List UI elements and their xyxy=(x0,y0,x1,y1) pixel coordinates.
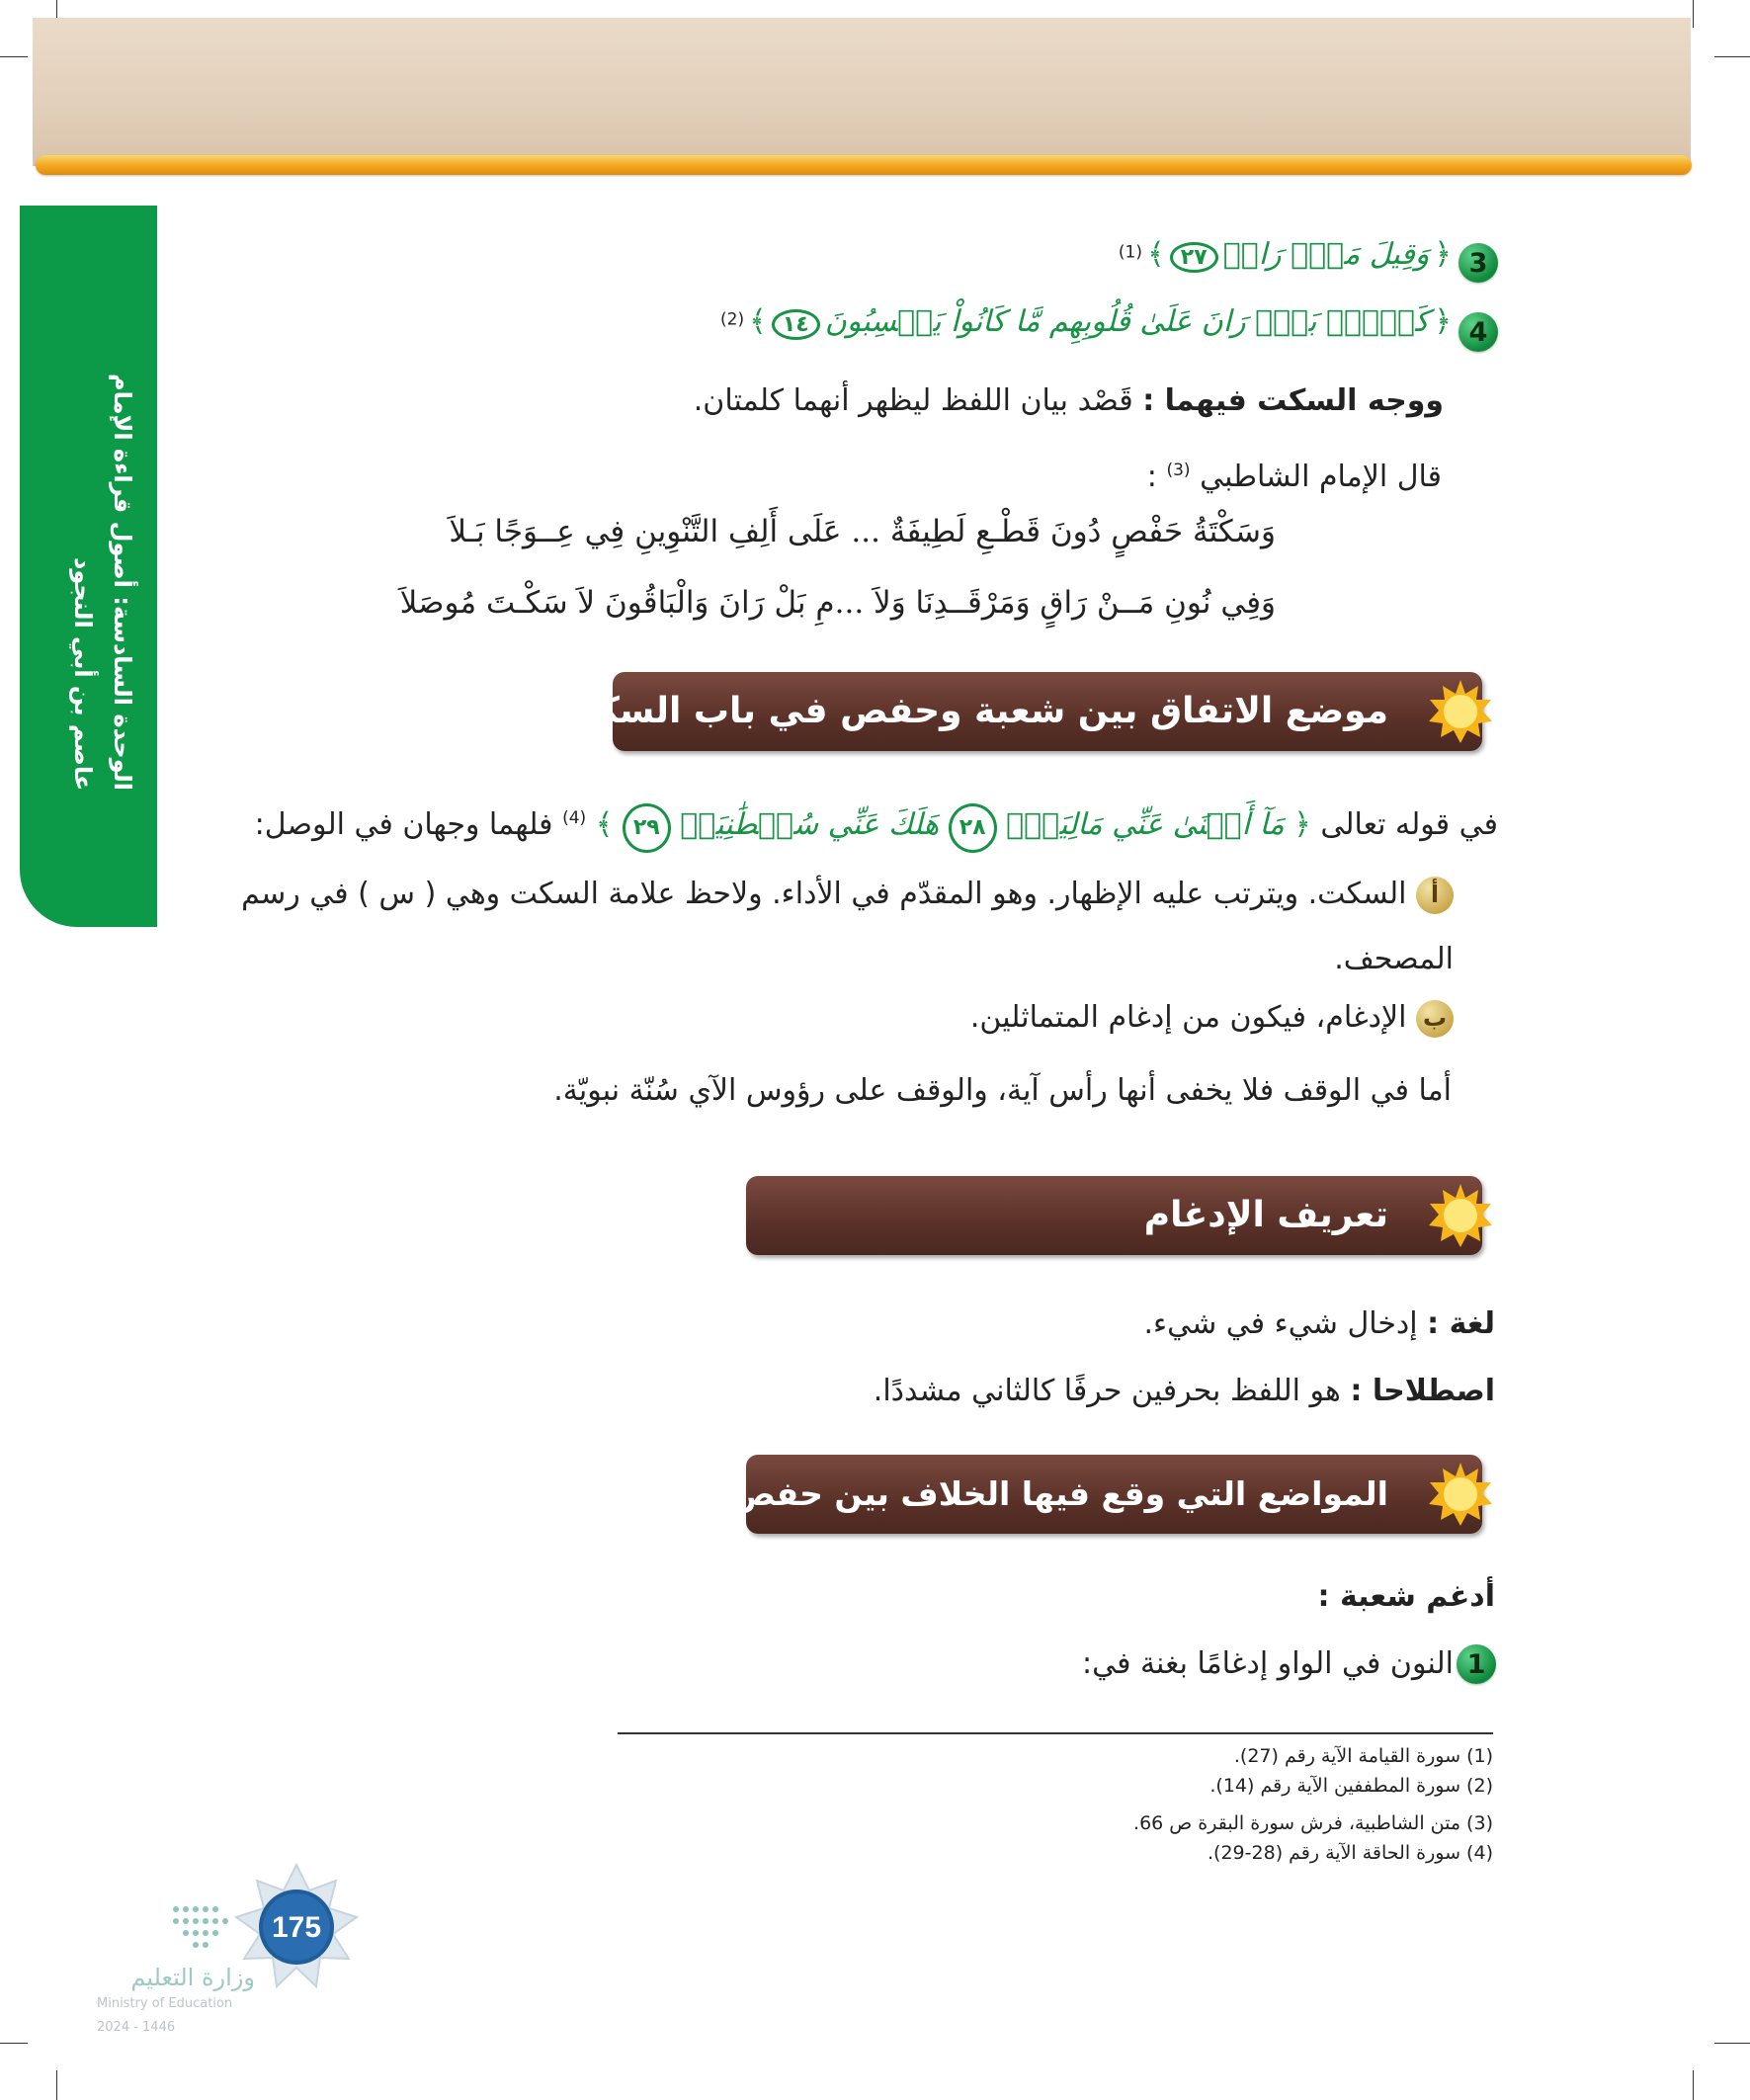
imam-line xyxy=(552,449,1442,499)
adgham-shuba-heading: أدغم شعبة : xyxy=(1317,1579,1495,1614)
crop-mark-br-v xyxy=(1693,2070,1694,2100)
imam-colon: : xyxy=(1146,460,1157,494)
crop-mark-bl-h xyxy=(0,2043,28,2044)
page-number: 175 xyxy=(271,1911,322,1944)
poem-line-1: وَسَكْتَةُ حَفْصٍ دُونَ قَطْـعِ لَطِيفَةٌ ... عَلَى أَلِفِ التَّنْوِينِ فِي عِــوَجًا بَـلاَ xyxy=(449,514,1276,549)
item-1-text: النون في الواو إدغامًا بغنة في: xyxy=(1081,1646,1454,1681)
footnote-4: (4) سورة الحاقة الآية رقم (28-29). xyxy=(1208,1842,1493,1864)
istilah-label: اصطلاحا : xyxy=(1350,1374,1495,1408)
wajh-item-text: الإدغام، فيكون من إدغام المتماثلين. xyxy=(969,1000,1407,1035)
crop-mark-tl-h xyxy=(0,56,28,57)
footnote-ref: (1) xyxy=(1118,242,1143,263)
wajh-sakt-text: قَصْد بيان اللفظ ليظهر أنهما كلمتان. xyxy=(693,383,1143,418)
wajh-item-b xyxy=(199,996,1454,1040)
number-circle-3: 3 xyxy=(1458,243,1498,283)
section-title: موضع الاتفاق بين شعبة وحفص في باب السكت xyxy=(560,691,1388,731)
section-header-ittifaq xyxy=(560,672,1482,751)
section-header-idgham-def xyxy=(746,1176,1482,1255)
wajh-item-text: السكت. ويترتب عليه الإظهار. وهو المقدّم في الأداء. ولاحظ علامة السكت وهي ( س ) في رسم المصحف. xyxy=(241,877,1454,976)
footnote-2: (2) سورة المطففين الآية رقم (14). xyxy=(1209,1775,1493,1797)
ornament-open-icon: ﴿ xyxy=(1434,237,1452,272)
section-header-khilaf xyxy=(616,1455,1482,1534)
unit-subtitle: عاصم بن أبي النجود xyxy=(69,556,97,791)
qawl-prefix: في قوله تعالى xyxy=(1320,807,1498,842)
letter-badge-b: ب xyxy=(1416,1000,1454,1038)
istilah-line xyxy=(408,1370,1495,1413)
waqf-line: أما في الوقف فلا يخفى أنها رأس آية، والوقف على رؤوس الآي سُنّة نبويّة. xyxy=(553,1073,1452,1108)
ayah-number: ٢٧ xyxy=(1170,242,1218,273)
ayah-text: كَلَّاۖ بَلۡۜ رَانَ عَلَىٰ قُلُوبِهِم مَّا كَانُواْ يَكۡسِبُونَ xyxy=(824,304,1430,339)
ministry-name-ar: وزارة التعليم xyxy=(130,1964,255,1991)
footnotes xyxy=(604,1741,1493,1868)
letter-badge-a: أ xyxy=(1416,877,1454,914)
qawl-suffix: فلهما وجهان في الوصل: xyxy=(254,807,553,842)
header-band xyxy=(33,18,1691,166)
ayah-text-2: هَلَكَ عَنِّي سُلۡطَٰنِيَهۡ xyxy=(680,807,940,842)
poem-line-2: وَفِي نُونِ مَــنْ رَاقٍ وَمَرْقَــدِنَا وَلاَ ...مِ بَلْ رَانَ وَالْبَاقُونَ لاَ سَكْـتَ مُوصَلاَ xyxy=(399,585,1276,621)
wajh-sakt-line xyxy=(357,379,1444,423)
crop-mark-tr-h xyxy=(1714,56,1750,57)
sun-badge-icon xyxy=(1427,1461,1494,1528)
unit-side-tab-text xyxy=(47,356,142,791)
ornament-open-icon: ﴿ xyxy=(1293,807,1311,842)
lugha-text: إدخال شيء في شيء. xyxy=(1143,1306,1428,1341)
qawl-line xyxy=(164,797,1498,853)
footnote-3: (3) متن الشاطبية، فرش سورة البقرة ص 66. xyxy=(1133,1812,1493,1834)
istilah-text: هو اللفظ بحرفين حرفًا كالثاني مشددًا. xyxy=(873,1374,1351,1408)
sun-badge-icon xyxy=(1427,1182,1494,1249)
wajh-sakt-label: ووجه السكت فيهما : xyxy=(1142,383,1444,418)
ayah-text-1: مَآ أَغۡنَىٰ عَنِّي مَالِيَهۡۜ xyxy=(1006,807,1285,842)
footnote-ref: (3) xyxy=(1166,461,1191,480)
sun-badge-icon xyxy=(1427,678,1494,745)
ayah-number-2: ٢٩ xyxy=(623,803,671,853)
crop-mark-br-h xyxy=(1714,2043,1750,2044)
wajh-item-a xyxy=(199,862,1454,992)
number-circle-1: 1 xyxy=(1457,1644,1496,1684)
ornament-close-icon: ﴾ xyxy=(1147,237,1165,272)
ayah-text: وَقِيلَ مَنۡۜ رَاقٖ xyxy=(1222,237,1430,272)
number-circle-4: 4 xyxy=(1458,312,1498,352)
ministry-name-en: Ministry of Education xyxy=(97,1996,233,2011)
lugha-label: لغة : xyxy=(1427,1306,1495,1341)
unit-title: الوحدة السادسة: أصول قراءة الإمام xyxy=(109,374,136,791)
imam-text: قال الإمام الشاطبي xyxy=(1200,460,1442,494)
ornament-open-icon: ﴿ xyxy=(1434,304,1452,339)
lugha-line xyxy=(408,1302,1495,1346)
ayah-number: ١٤ xyxy=(772,309,820,340)
crop-mark-bl-v xyxy=(56,2070,57,2100)
footnote-ref: (2) xyxy=(719,309,745,330)
ayah-line-4 xyxy=(720,304,1452,340)
ministry-year: 2024 - 1446 xyxy=(97,2020,176,2035)
section-title: تعريف الإدغام xyxy=(1143,1195,1388,1235)
crop-mark-tr-v xyxy=(1693,0,1694,28)
footnote-ref: (4) xyxy=(562,808,587,828)
footnote-1: (1) سورة القيامة الآية رقم (27). xyxy=(1233,1745,1493,1767)
footnote-rule xyxy=(618,1732,1493,1734)
ayah-line-3 xyxy=(1119,237,1452,273)
header-gold-rule xyxy=(36,155,1692,175)
ornament-close-icon: ﴾ xyxy=(595,807,614,842)
ministry-dots-logo-icon xyxy=(170,1899,241,1957)
section-title: المواضع التي وقع فيها الخلاف بين حفص وشعبة xyxy=(616,1474,1388,1513)
ornament-close-icon: ﴾ xyxy=(749,304,767,339)
ayah-number-1: ٢٨ xyxy=(949,803,997,853)
